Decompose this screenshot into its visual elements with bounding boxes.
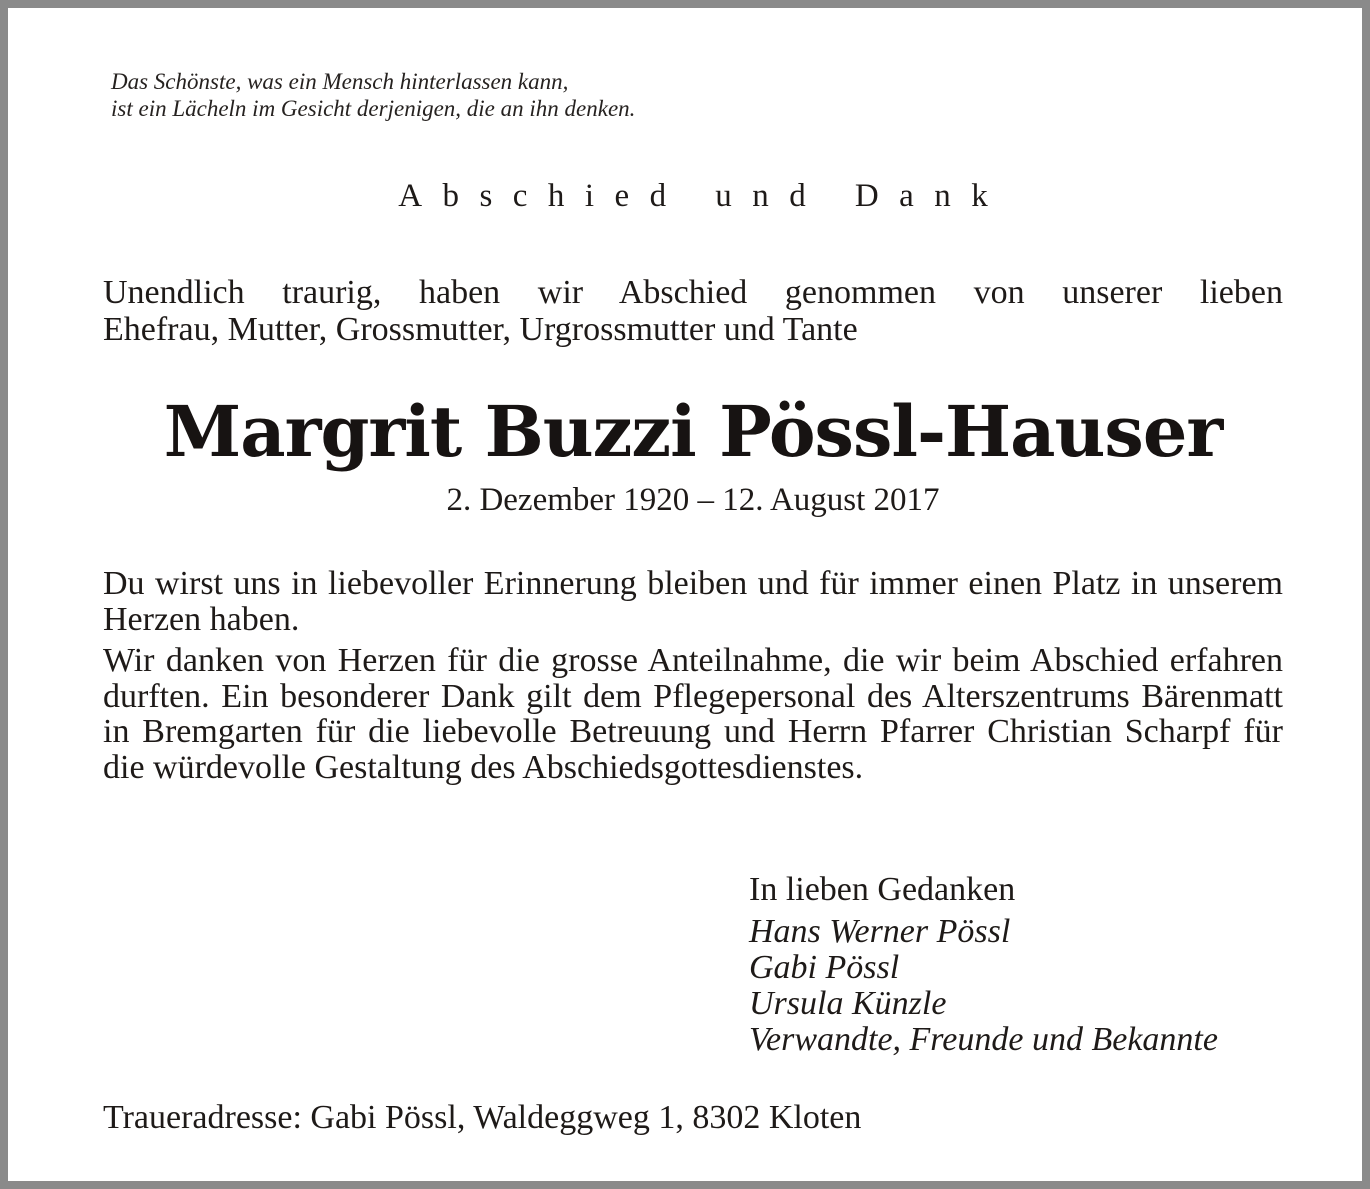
mourner-name: Verwandte, Freunde und Bekannte bbox=[749, 1021, 1218, 1058]
mourner-list bbox=[749, 914, 1218, 1058]
mourning-address: Traueradresse: Gabi Pössl, Waldeggweg 1, 8302 Kloten bbox=[103, 1099, 862, 1136]
body-text bbox=[103, 566, 1283, 785]
body-paragraph-2: Wir danken von Herzen für die grosse Anteilnahme, die wir beim Abschied erfahren durften. Ein besonderer Dank gilt dem Pflegepersonal des Alterszentrums Bärenmatt in Bremgarten für die liebevolle Betreuung und Herrn Pfarrer Christian Scharpf für die würdevolle Gestaltung des Abschiedsgottesdienstes. bbox=[103, 642, 1283, 786]
deceased-name: Margrit Buzzi Pössl-Hauser bbox=[163, 390, 1223, 473]
mourner-name: Gabi Pössl bbox=[749, 949, 900, 986]
intro-text bbox=[103, 274, 1283, 348]
motto-line-1: Das Schönste, was ein Mensch hinterlassen kann, bbox=[111, 69, 569, 94]
notice-heading: Abschied und Dank bbox=[398, 178, 1009, 214]
signature-block bbox=[749, 870, 1218, 1058]
intro-line-2: Ehefrau, Mutter, Grossmutter, Urgrossmutter und Tante bbox=[103, 311, 858, 348]
life-dates: 2. Dezember 1920 – 12. August 2017 bbox=[446, 482, 940, 518]
body-paragraph-1: Du wirst uns in liebevoller Erinnerung bleiben und für immer einen Platz in unserem Herzen haben. bbox=[103, 565, 1283, 638]
motto-quote bbox=[111, 68, 635, 122]
intro-line-1: Unendlich traurig, haben wir Abschied genommen von unserer lieben bbox=[103, 274, 1283, 311]
mourner-name: Ursula Künzle bbox=[749, 985, 947, 1022]
mourner-name: Hans Werner Pössl bbox=[749, 913, 1011, 950]
signature-greeting: In lieben Gedanken bbox=[749, 871, 1016, 908]
motto-line-2: ist ein Lächeln im Gesicht derjenigen, die an ihn denken. bbox=[111, 96, 636, 121]
